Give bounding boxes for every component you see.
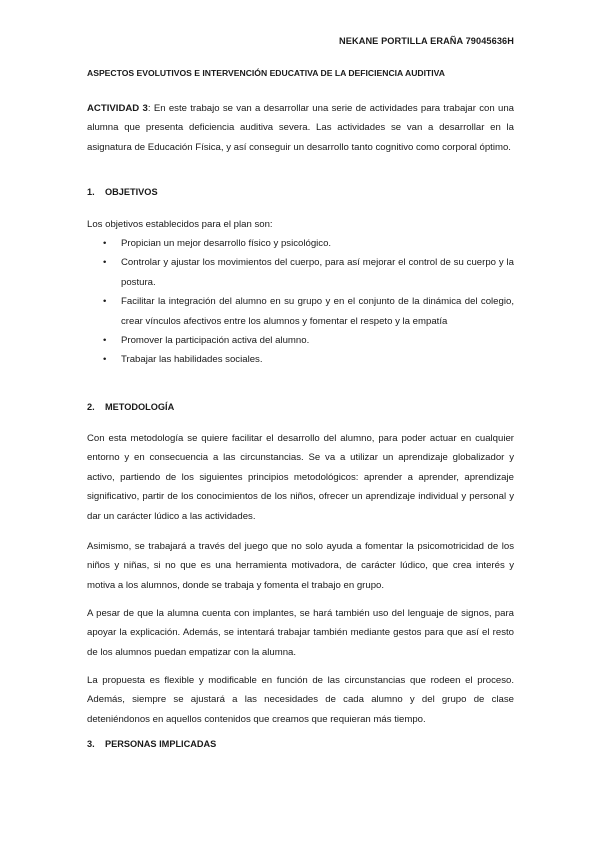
objetivos-intro: Los objetivos establecidos para el plan son: <box>87 219 273 230</box>
metodologia-paragraph: Asimismo, se trabajará a través del juego que no solo ayuda a fomentar la psicomotricidad de los niños y niñas, si no que es una herramienta motivadora, de carácter lúdico, que crea interés y motiva a los alumnos, donde se trabaja y fomenta el trabajo en grupo. <box>87 541 514 591</box>
section-title: OBJETIVOS <box>105 187 158 197</box>
metodologia-paragraph: Con esta metodología se quiere facilitar el desarrollo del alumno, para poder actuar en cualquier entorno y en consecuencia a las circunstancias. Se va a utilizar un aprendizaje globalizador y activo, partiendo de los siguientes principios metodológicos: aprender a aprender, aprendizaje significativo, partir de los conocimientos de los niños, ofrecer un aprendizaje individual y personal y dar un carácter lúdico a las actividades. <box>87 433 514 522</box>
bullet-icon: • <box>103 354 107 366</box>
list-item: • Propician un mejor desarrollo físico y psicológico. <box>87 234 514 253</box>
list-item: • Facilitar la integración del alumno en su grupo y en el conjunto de la dinámica del colegio, crear vínculos afectivos entre los alumnos y fomentar el respeto y la empatía <box>87 292 514 331</box>
author-header: NEKANE PORTILLA ERAÑA 79045636H <box>339 36 514 46</box>
list-item: • Controlar y ajustar los movimientos del cuerpo, para así mejorar el control de su cuerpo y la postura. <box>87 253 514 292</box>
section-title: METODOLOGÍA <box>105 402 175 412</box>
metodologia-paragraph: A pesar de que la alumna cuenta con implantes, se hará también uso del lenguaje de signos, para apoyar la explicación. Además, se intentará trabajar también mediante gestos para que así el resto de los alumnos puedan empatizar con la alumna. <box>87 608 514 658</box>
section-heading-metodologia <box>87 402 174 412</box>
list-item: • Trabajar las habilidades sociales. <box>87 350 514 369</box>
section-heading-objetivos <box>87 187 158 197</box>
activity-label: ACTIVIDAD 3 <box>87 103 148 114</box>
metodologia-paragraph: La propuesta es flexible y modificable en función de las circunstancias que rodeen el proceso. Además, siempre se ajustará a las necesidades de cada alumno y del grupo de clase deteniéndonos en aquellos contenidos que creamos que requieran más tiempo. <box>87 675 514 725</box>
document-title: ASPECTOS EVOLUTIVOS E INTERVENCIÓN EDUCATIVA DE LA DEFICIENCIA AUDITIVA <box>87 68 445 78</box>
list-item: • Promover la participación activa del alumno. <box>87 331 514 350</box>
section-heading-personas <box>87 739 216 749</box>
activity-text: : En este trabajo se van a desarrollar una serie de actividades para trabajar con una alumna que presenta deficiencia auditiva severa. Las actividades se van a desarrollar en la asignatura de Educación Física, y así conseguir un desarrollo tanto cognitivo como corporal óptimo. <box>87 103 514 153</box>
bullet-icon: • <box>103 238 107 249</box>
section-number: 2. <box>87 402 95 412</box>
section-number: 1. <box>87 187 95 197</box>
bullet-icon: • <box>103 335 107 347</box>
activity-paragraph <box>87 99 514 157</box>
section-title: PERSONAS IMPLICADAS <box>105 739 217 749</box>
section-number: 3. <box>87 739 95 749</box>
objetivos-list <box>87 234 514 370</box>
bullet-icon: • <box>103 296 107 308</box>
bullet-icon: • <box>103 257 107 269</box>
